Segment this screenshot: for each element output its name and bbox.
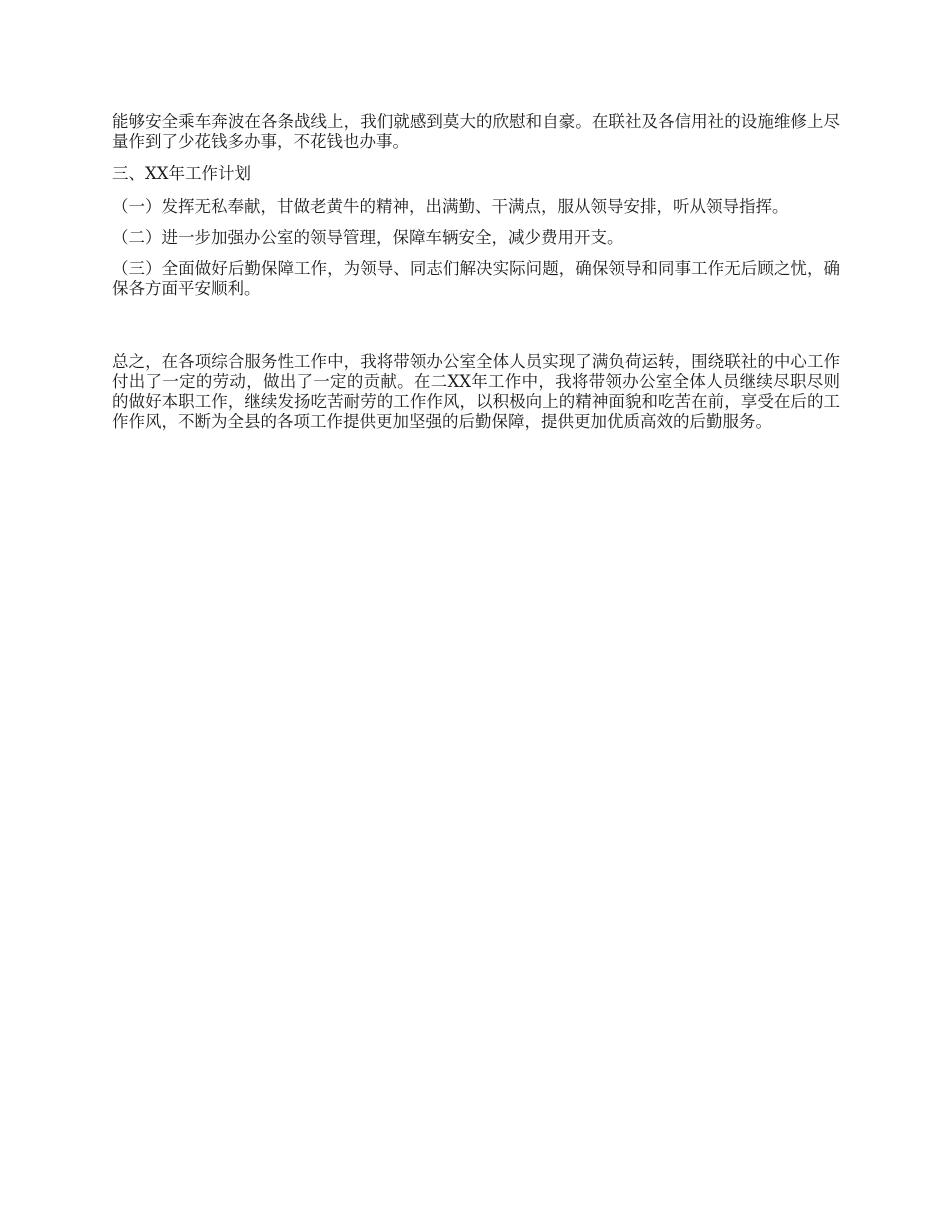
section-heading: 三、XX年工作计划 — [112, 164, 251, 183]
document-body — [112, 112, 840, 432]
plan-item-2: （二）进一步加强办公室的领导管理，保障车辆安全，减少费用开支。 — [112, 228, 624, 247]
intro-continuation-paragraph: 能够安全乘车奔波在各条战线上，我们就感到莫大的欣慰和自豪。在联社及各信用社的设施维修上尽量作到了少花钱多办事，不花钱也办事。 — [112, 112, 840, 151]
plan-item-1: （一）发挥无私奉献，甘做老黄牛的精神，出满勤、干满点，服从领导安排，听从领导指挥。 — [112, 197, 789, 216]
conclusion-paragraph: 总之，在各项综合服务性工作中，我将带领办公室全体人员实现了满负荷运转，围绕联社的中心工作付出了一定的劳动，做出了一定的贡献。在二XX年工作中，我将带领办公室全体人员继续尽职尽则的做好本职工作，继续发扬吃苦耐劳的工作作风，以积极向上的精神面貌和吃苦在前，享受在后的工作作风，不断为全县的各项工作提供更加坚强的后勤保障，提供更加优质高效的后勤服务。 — [112, 352, 840, 431]
plan-item-3: （三）全面做好后勤保障工作，为领导、同志们解决实际问题，确保领导和同事工作无后顾之忧，确保各方面平安顺利。 — [112, 259, 840, 298]
